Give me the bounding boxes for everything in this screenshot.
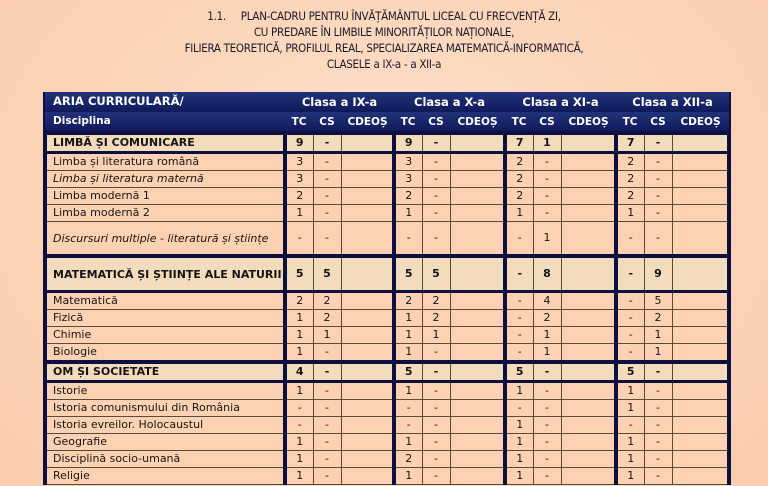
hours-cell: 1 — [616, 468, 644, 485]
hours-cell: 1 — [505, 434, 533, 451]
hours-cell: - — [505, 222, 533, 257]
hours-cell: 2 — [505, 171, 533, 188]
hours-cell: 1 — [394, 434, 422, 451]
hours-cell: 1 — [394, 382, 422, 400]
hours-cell: - — [422, 468, 450, 485]
hours-cell: - — [533, 417, 561, 434]
hours-cell — [561, 205, 616, 222]
hours-cell — [561, 222, 616, 257]
hours-cell: - — [313, 451, 341, 468]
hours-cell: 3 — [394, 171, 422, 188]
hours-cell: - — [422, 153, 450, 171]
hours-cell: - — [313, 417, 341, 434]
hours-cell — [672, 468, 729, 485]
table-row — [45, 451, 729, 468]
hours-cell — [561, 310, 616, 327]
hours-cell: 1 — [644, 327, 672, 344]
table-row — [45, 382, 729, 400]
hours-cell: - — [505, 400, 533, 417]
header-aria: ARIA CURRICULARĂ/ — [45, 92, 285, 112]
hours-cell: 1 — [644, 344, 672, 363]
hours-cell — [672, 171, 729, 188]
hours-cell: 1 — [394, 344, 422, 363]
hours-cell: 2 — [505, 153, 533, 171]
hours-cell: - — [313, 434, 341, 451]
hours-cell: 1 — [505, 451, 533, 468]
hours-cell: 2 — [285, 188, 313, 205]
hours-cell: - — [422, 382, 450, 400]
hours-cell: 9 — [285, 133, 313, 153]
hours-cell: 7 — [616, 133, 644, 153]
hours-cell — [450, 292, 505, 310]
hours-cell: 1 — [505, 468, 533, 485]
hours-cell: 1 — [533, 222, 561, 257]
discipline-name: Disciplină socio-umană — [45, 451, 285, 468]
hours-cell: 4 — [533, 292, 561, 310]
section-row — [45, 133, 729, 153]
hours-cell: - — [422, 417, 450, 434]
hours-cell: - — [533, 362, 561, 382]
hours-cell: - — [422, 188, 450, 205]
hours-cell: 1 — [285, 468, 313, 485]
hours-cell — [672, 292, 729, 310]
hours-cell — [450, 153, 505, 171]
hours-cell: - — [616, 344, 644, 363]
hours-cell: - — [313, 171, 341, 188]
hours-cell — [341, 188, 394, 205]
hours-cell — [450, 256, 505, 292]
discipline-name: Istoria comunismului din România — [45, 400, 285, 417]
hours-cell — [561, 327, 616, 344]
hours-cell: - — [505, 344, 533, 363]
hours-cell — [341, 133, 394, 153]
hours-cell: - — [644, 400, 672, 417]
table-row — [45, 327, 729, 344]
header-class-ix: Clasa a IX-a — [285, 92, 394, 112]
hours-cell: 1 — [394, 468, 422, 485]
discipline-name: Biologie — [45, 344, 285, 363]
discipline-name: Limba și literatura maternă — [45, 171, 285, 188]
table-row — [45, 153, 729, 171]
hours-cell: 5 — [616, 362, 644, 382]
subheader-tc: TC — [285, 112, 313, 133]
hours-cell: 3 — [285, 153, 313, 171]
discipline-name: Limba și literatura română — [45, 153, 285, 171]
hours-cell: - — [313, 468, 341, 485]
hours-cell: 1 — [616, 434, 644, 451]
hours-cell — [561, 362, 616, 382]
hours-cell: - — [616, 292, 644, 310]
hours-cell — [450, 310, 505, 327]
hours-cell: 1 — [422, 327, 450, 344]
hours-cell: - — [422, 451, 450, 468]
hours-cell — [561, 344, 616, 363]
hours-cell: - — [533, 188, 561, 205]
hours-cell: - — [644, 434, 672, 451]
hours-cell — [561, 188, 616, 205]
hours-cell — [341, 256, 394, 292]
subheader-cs: CS — [422, 112, 450, 133]
hours-cell — [341, 327, 394, 344]
hours-cell — [450, 400, 505, 417]
hours-cell: - — [644, 222, 672, 257]
hours-cell — [450, 451, 505, 468]
hours-cell: - — [422, 171, 450, 188]
table-row — [45, 468, 729, 485]
discipline-name: Matematică — [45, 292, 285, 310]
hours-cell: 1 — [533, 327, 561, 344]
hours-cell: 2 — [422, 292, 450, 310]
hours-cell: 1 — [285, 327, 313, 344]
hours-cell: 2 — [644, 310, 672, 327]
subheader-cdeos: CDEOȘ — [561, 112, 616, 133]
hours-cell — [341, 417, 394, 434]
hours-cell: - — [644, 417, 672, 434]
hours-cell — [672, 362, 729, 382]
table-row — [45, 188, 729, 205]
hours-cell: 2 — [616, 171, 644, 188]
hours-cell: 1 — [394, 327, 422, 344]
hours-cell: - — [313, 382, 341, 400]
hours-cell: - — [313, 188, 341, 205]
hours-cell: 8 — [533, 256, 561, 292]
hours-cell — [561, 133, 616, 153]
section-row — [45, 256, 729, 292]
hours-cell: - — [644, 188, 672, 205]
hours-cell — [672, 310, 729, 327]
hours-cell: 5 — [644, 292, 672, 310]
hours-cell — [450, 382, 505, 400]
hours-cell — [561, 256, 616, 292]
hours-cell: 5 — [394, 362, 422, 382]
hours-cell: - — [313, 133, 341, 153]
hours-cell — [672, 222, 729, 257]
hours-cell: - — [533, 434, 561, 451]
hours-cell: 1 — [285, 382, 313, 400]
hours-cell: - — [533, 468, 561, 485]
hours-cell: 3 — [285, 171, 313, 188]
header-class-xi: Clasa a XI-a — [505, 92, 616, 112]
hours-cell: 1 — [505, 382, 533, 400]
hours-cell — [672, 256, 729, 292]
hours-cell: - — [533, 400, 561, 417]
hours-cell: 1 — [616, 382, 644, 400]
hours-cell: - — [533, 382, 561, 400]
hours-cell — [341, 468, 394, 485]
hours-cell: 1 — [285, 310, 313, 327]
discipline-name: MATEMATICĂ ȘI ȘTIINȚE ALE NATURII — [45, 256, 285, 292]
discipline-name: Religie — [45, 468, 285, 485]
hours-cell: - — [422, 205, 450, 222]
hours-cell: 2 — [505, 188, 533, 205]
discipline-name: Limba modernă 2 — [45, 205, 285, 222]
discipline-name: Geografie — [45, 434, 285, 451]
title-line: 1.1. PLAN-CADRU PENTRU ÎNVĂȚĂMÂNTUL LICEAL CU FRECVENȚĂ ZI, — [207, 9, 561, 23]
hours-cell: 1 — [616, 451, 644, 468]
hours-cell — [341, 171, 394, 188]
hours-cell: - — [313, 222, 341, 257]
hours-cell — [561, 417, 616, 434]
hours-cell — [672, 205, 729, 222]
subheader-cdeos: CDEOȘ — [672, 112, 729, 133]
title-line: FILIERA TEORETICĂ, PROFILUL REAL, SPECIALIZAREA MATEMATICĂ-INFORMATICĂ, — [184, 41, 584, 55]
hours-cell — [672, 188, 729, 205]
table-row — [45, 417, 729, 434]
hours-cell: 2 — [285, 292, 313, 310]
hours-cell — [450, 468, 505, 485]
hours-cell: 1 — [533, 344, 561, 363]
table-row — [45, 434, 729, 451]
discipline-name: Istorie — [45, 382, 285, 400]
hours-cell: - — [616, 310, 644, 327]
hours-cell: 5 — [313, 256, 341, 292]
hours-cell: 5 — [422, 256, 450, 292]
hours-cell — [672, 382, 729, 400]
subheader-tc: TC — [394, 112, 422, 133]
hours-cell — [341, 434, 394, 451]
subheader-cs: CS — [533, 112, 561, 133]
table-row — [45, 310, 729, 327]
table-row — [45, 400, 729, 417]
hours-cell: 2 — [616, 153, 644, 171]
hours-cell: - — [422, 133, 450, 153]
hours-cell: 5 — [394, 256, 422, 292]
hours-cell: 1 — [313, 327, 341, 344]
discipline-name: LIMBĂ ȘI COMUNICARE — [45, 133, 285, 153]
hours-cell: 5 — [285, 256, 313, 292]
hours-cell: - — [313, 344, 341, 363]
hours-cell — [341, 310, 394, 327]
hours-cell — [341, 362, 394, 382]
hours-cell: - — [285, 222, 313, 257]
hours-cell: - — [616, 256, 644, 292]
hours-cell: 2 — [394, 292, 422, 310]
hours-cell — [450, 344, 505, 363]
header-class-xii: Clasa a XII-a — [616, 92, 729, 112]
hours-cell — [450, 205, 505, 222]
hours-cell: 1 — [285, 205, 313, 222]
hours-cell: - — [616, 417, 644, 434]
hours-cell: 2 — [394, 451, 422, 468]
hours-cell — [450, 133, 505, 153]
hours-cell: - — [644, 133, 672, 153]
hours-cell: 1 — [394, 310, 422, 327]
hours-cell: - — [505, 327, 533, 344]
hours-cell: 1 — [616, 400, 644, 417]
hours-cell: - — [313, 153, 341, 171]
subheader-cs: CS — [313, 112, 341, 133]
hours-cell: - — [505, 292, 533, 310]
hours-cell — [672, 133, 729, 153]
hours-cell: - — [422, 362, 450, 382]
section-row — [45, 362, 729, 382]
hours-cell — [672, 434, 729, 451]
discipline-name: Fizică — [45, 310, 285, 327]
header-disciplina: Disciplina — [45, 112, 285, 133]
title-line: CLASELE a IX-a - a XII-a — [326, 57, 442, 71]
hours-cell: 2 — [422, 310, 450, 327]
hours-cell: - — [644, 362, 672, 382]
hours-cell: 2 — [313, 292, 341, 310]
discipline-name: OM ȘI SOCIETATE — [45, 362, 285, 382]
hours-cell: 4 — [285, 362, 313, 382]
table-row — [45, 171, 729, 188]
hours-cell — [672, 417, 729, 434]
hours-cell — [672, 400, 729, 417]
hours-cell: 3 — [394, 153, 422, 171]
document-title — [0, 8, 768, 72]
hours-cell: 1 — [533, 133, 561, 153]
table-row — [45, 292, 729, 310]
hours-cell — [450, 171, 505, 188]
hours-cell — [672, 344, 729, 363]
hours-cell: 1 — [285, 451, 313, 468]
hours-cell: - — [505, 310, 533, 327]
hours-cell: - — [313, 362, 341, 382]
subheader-cdeos: CDEOȘ — [341, 112, 394, 133]
hours-cell — [341, 153, 394, 171]
hours-cell: - — [644, 451, 672, 468]
hours-cell: 9 — [644, 256, 672, 292]
hours-cell: - — [533, 451, 561, 468]
hours-cell: - — [422, 344, 450, 363]
hours-cell — [341, 400, 394, 417]
discipline-name: Limba modernă 1 — [45, 188, 285, 205]
hours-cell: - — [644, 153, 672, 171]
hours-cell: 1 — [285, 344, 313, 363]
hours-cell: - — [313, 205, 341, 222]
table-row — [45, 205, 729, 222]
hours-cell — [561, 451, 616, 468]
hours-cell — [450, 434, 505, 451]
table-row — [45, 344, 729, 363]
hours-cell: - — [313, 400, 341, 417]
hours-cell: - — [644, 382, 672, 400]
hours-cell: 1 — [394, 205, 422, 222]
hours-cell — [561, 171, 616, 188]
hours-cell: 9 — [394, 133, 422, 153]
subheader-cdeos: CDEOȘ — [450, 112, 505, 133]
hours-cell: - — [285, 417, 313, 434]
hours-cell: 1 — [505, 417, 533, 434]
hours-cell — [672, 153, 729, 171]
subheader-tc: TC — [505, 112, 533, 133]
hours-cell — [561, 400, 616, 417]
hours-cell: 1 — [285, 434, 313, 451]
hours-cell — [341, 222, 394, 257]
title-line: CU PREDARE ÎN LIMBILE MINORITĂȚILOR NAȚIONALE, — [253, 25, 515, 39]
hours-cell — [450, 417, 505, 434]
hours-cell — [450, 188, 505, 205]
hours-cell: 1 — [505, 205, 533, 222]
hours-cell — [341, 205, 394, 222]
hours-cell — [450, 327, 505, 344]
hours-cell — [561, 434, 616, 451]
discipline-name: Chimie — [45, 327, 285, 344]
hours-cell: 5 — [505, 362, 533, 382]
hours-cell: 1 — [616, 205, 644, 222]
hours-cell: - — [644, 205, 672, 222]
hours-cell: 2 — [616, 188, 644, 205]
hours-cell — [561, 468, 616, 485]
hours-cell — [561, 153, 616, 171]
hours-cell: - — [644, 468, 672, 485]
hours-cell: 2 — [533, 310, 561, 327]
hours-cell — [450, 222, 505, 257]
hours-cell: - — [505, 256, 533, 292]
hours-cell: - — [533, 153, 561, 171]
hours-cell — [672, 451, 729, 468]
curriculum-table — [43, 92, 731, 485]
hours-cell — [672, 327, 729, 344]
hours-cell — [561, 292, 616, 310]
hours-cell — [341, 292, 394, 310]
hours-cell: 2 — [313, 310, 341, 327]
hours-cell: - — [394, 222, 422, 257]
hours-cell: - — [285, 400, 313, 417]
hours-cell — [341, 382, 394, 400]
discipline-name: Discursuri multiple - literatură și științe — [45, 222, 285, 257]
hours-cell: - — [422, 400, 450, 417]
hours-cell — [561, 382, 616, 400]
hours-cell: 7 — [505, 133, 533, 153]
subheader-cs: CS — [644, 112, 672, 133]
hours-cell: - — [616, 222, 644, 257]
hours-cell — [341, 451, 394, 468]
header-class-x: Clasa a X-a — [394, 92, 505, 112]
hours-cell: 2 — [394, 188, 422, 205]
hours-cell: - — [533, 205, 561, 222]
hours-cell: - — [533, 171, 561, 188]
hours-cell: - — [422, 434, 450, 451]
hours-cell: - — [394, 417, 422, 434]
subheader-tc: TC — [616, 112, 644, 133]
discipline-name: Istoria evreilor. Holocaustul — [45, 417, 285, 434]
hours-cell — [450, 362, 505, 382]
table-row — [45, 222, 729, 257]
hours-cell: - — [616, 327, 644, 344]
hours-cell: - — [394, 400, 422, 417]
hours-cell: - — [422, 222, 450, 257]
hours-cell: - — [644, 171, 672, 188]
hours-cell — [341, 344, 394, 363]
